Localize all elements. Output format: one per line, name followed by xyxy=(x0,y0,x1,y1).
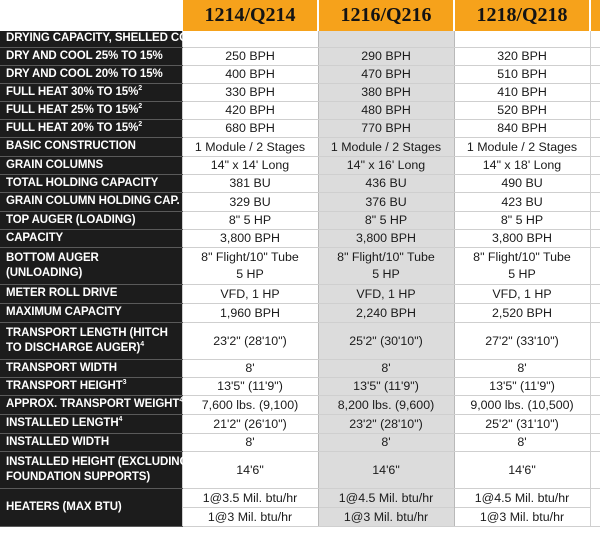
value-text: 21'2" (26'10") xyxy=(213,416,287,431)
value-text: 400 BPH xyxy=(225,67,275,81)
row-label-text: BASIC CONSTRUCTION xyxy=(6,140,136,152)
section-empty-cell xyxy=(318,31,454,47)
edge-cell xyxy=(590,284,600,303)
value-line-2: 5 HP xyxy=(236,266,264,281)
edge-cell xyxy=(590,303,600,322)
value-cell-1214 xyxy=(182,65,318,83)
edge-cell xyxy=(590,211,600,229)
spec-row xyxy=(0,377,600,395)
spec-row xyxy=(0,488,600,526)
row-label xyxy=(0,433,182,451)
value-text: 23'2" (28'10") xyxy=(213,333,287,348)
row-label xyxy=(0,414,182,433)
row-label xyxy=(0,83,182,101)
spec-row xyxy=(0,65,600,83)
row-label-text: MAXIMUM CAPACITY xyxy=(6,306,122,318)
value-cell-1216 xyxy=(318,433,454,451)
row-label-text: INSTALLED WIDTH xyxy=(6,435,110,448)
row-label xyxy=(0,211,182,229)
value-line-1: 8" Flight/10" Tube xyxy=(337,249,435,264)
value-cell-1216 xyxy=(318,488,454,526)
spec-row xyxy=(0,284,600,303)
spec-row xyxy=(0,433,600,451)
header-blank-cell xyxy=(0,0,182,31)
value-text: 1 Module / 2 Stages xyxy=(330,139,442,154)
value-cell-1216 xyxy=(318,284,454,303)
value-cell-1216 xyxy=(318,47,454,65)
value-text: 13'5" (11'9") xyxy=(217,379,283,393)
value-text: 8' xyxy=(517,361,527,375)
value-text: 250 BPH xyxy=(225,49,275,63)
row-label-text: INSTALLED HEIGHT (EXCLUDING xyxy=(6,455,189,468)
edge-cell xyxy=(590,395,600,414)
model-header-1216: 1216/Q216 xyxy=(318,0,454,31)
edge-cell xyxy=(590,156,600,174)
edge-cell xyxy=(590,229,600,247)
row-label-text: FULL HEAT 25% TO 15% xyxy=(6,103,139,116)
value-text: 436 BU xyxy=(365,176,407,190)
value-text: 3,800 BPH xyxy=(220,231,280,245)
row-label xyxy=(0,156,182,174)
spec-table-body xyxy=(0,31,600,526)
row-label xyxy=(0,174,182,192)
value-cell-1214 xyxy=(182,211,318,229)
edge-cell xyxy=(590,119,600,137)
row-label-text: INSTALLED LENGTH xyxy=(6,417,119,429)
spec-row xyxy=(0,101,600,119)
value-text: 14" x 16' Long xyxy=(346,158,426,172)
value-cell-1214 xyxy=(182,359,318,377)
value-text: 3,800 BPH xyxy=(492,231,552,245)
value-text: 13'5" (11'9") xyxy=(489,379,555,393)
row-label-footnote: 2 xyxy=(138,120,142,128)
value-text: 8" 5 HP xyxy=(228,213,272,227)
edge-cell xyxy=(590,174,600,192)
value-cell-1218 xyxy=(454,322,590,359)
value-cell-1216 xyxy=(318,377,454,395)
value-cell-1218 xyxy=(454,414,590,433)
row-label xyxy=(0,101,182,119)
value-text: 680 BPH xyxy=(225,121,275,135)
value-text: 290 BPH xyxy=(361,49,411,63)
value-text: 8" 5 HP xyxy=(364,213,408,227)
row-label-text: TRANSPORT HEIGHT xyxy=(6,379,123,392)
edge-cell xyxy=(590,192,600,211)
value-cell-1218 xyxy=(454,119,590,137)
value-text: 8' xyxy=(381,361,391,375)
value-text: 510 BPH xyxy=(497,67,547,81)
model-header-1214: 1214/Q214 xyxy=(182,0,318,31)
spec-row xyxy=(0,174,600,192)
value-text: 423 BU xyxy=(501,194,543,209)
value-text: 520 BPH xyxy=(497,103,547,117)
value-cell-1214 xyxy=(182,284,318,303)
spec-row xyxy=(0,451,600,488)
model-header-1218: 1218/Q218 xyxy=(454,0,590,31)
value-cell-1216 xyxy=(318,137,454,156)
value-text: 1 Module / 2 Stages xyxy=(466,139,578,154)
value-text: 3,800 BPH xyxy=(356,231,416,245)
edge-cell xyxy=(590,47,600,65)
value-cell-1218 xyxy=(454,156,590,174)
value-text: 13'5" (11'9") xyxy=(353,379,419,393)
value-line-1: 8" Flight/10" Tube xyxy=(473,249,571,264)
value-cell-1218 xyxy=(454,433,590,451)
value-cell-1216 xyxy=(318,65,454,83)
value-text: 23'2" (28'10") xyxy=(349,416,423,431)
edge-cell xyxy=(590,137,600,156)
value-line-2: 5 HP xyxy=(372,266,400,281)
edge-cell xyxy=(590,359,600,377)
edge-cell xyxy=(590,101,600,119)
edge-cell xyxy=(590,65,600,83)
value-line-2: 1@3 Mil. btu/hr xyxy=(479,509,565,524)
value-cell-1218 xyxy=(454,65,590,83)
value-cell-1214 xyxy=(182,433,318,451)
value-cell-1216 xyxy=(318,156,454,174)
value-text: 410 BPH xyxy=(497,85,547,99)
edge-cell xyxy=(590,31,600,47)
value-text: 9,000 lbs. (10,500) xyxy=(470,397,574,412)
value-text: 376 BU xyxy=(365,194,407,209)
value-cell-1218 xyxy=(454,192,590,211)
row-label-text: TOTAL HOLDING CAPACITY xyxy=(6,176,159,189)
value-cell-1214 xyxy=(182,488,318,526)
value-cell-1218 xyxy=(454,359,590,377)
value-text: 14'6" xyxy=(508,462,536,477)
row-label xyxy=(0,322,182,359)
spec-row xyxy=(0,156,600,174)
value-line-2: 5 HP xyxy=(508,266,536,281)
row-label xyxy=(0,192,182,211)
row-label-footnote: 4 xyxy=(118,416,123,424)
value-cell-1218 xyxy=(454,488,590,526)
value-cell-1216 xyxy=(318,119,454,137)
value-cell-1216 xyxy=(318,414,454,433)
value-cell-1216 xyxy=(318,83,454,101)
row-label-text: APPROX. TRANSPORT WEIGHT xyxy=(6,398,180,410)
spec-row xyxy=(0,414,600,433)
value-text: VFD, 1 HP xyxy=(356,286,416,301)
row-label-text-line2: (UNLOADING) xyxy=(6,266,83,279)
value-cell-1214 xyxy=(182,192,318,211)
value-text: 770 BPH xyxy=(361,121,411,135)
value-text: 8' xyxy=(381,435,391,449)
spec-row xyxy=(0,247,600,284)
value-text: 381 BU xyxy=(229,176,271,190)
spec-row xyxy=(0,137,600,156)
row-label-text-line2: TO DISCHARGE AUGER) xyxy=(6,341,141,354)
spec-row xyxy=(0,211,600,229)
row-label-footnote: 3 xyxy=(122,378,127,386)
value-text: 1 Module / 2 Stages xyxy=(194,139,306,154)
value-text: VFD, 1 HP xyxy=(220,286,280,301)
section-title-footnote: 1 xyxy=(204,31,209,39)
value-cell-1214 xyxy=(182,229,318,247)
value-line-2: 1@3 Mil. btu/hr xyxy=(207,509,293,524)
value-cell-1218 xyxy=(454,174,590,192)
row-label xyxy=(0,137,182,156)
value-text: 840 BPH xyxy=(497,121,547,135)
section-row-drying-capacity xyxy=(0,31,600,47)
row-label-text: CAPACITY xyxy=(6,231,64,244)
value-text: 25'2" (31'10") xyxy=(485,416,559,431)
row-label xyxy=(0,229,182,247)
row-label-text: FULL HEAT 20% TO 15% xyxy=(6,121,139,134)
value-cell-1214 xyxy=(182,414,318,433)
value-text: 8' xyxy=(517,435,527,449)
value-line-1: 1@4.5 Mil. btu/hr xyxy=(455,489,590,508)
value-cell-1214 xyxy=(182,119,318,137)
value-text: VFD, 1 HP xyxy=(492,286,552,301)
spec-row xyxy=(0,83,600,101)
row-label-footnote: 2 xyxy=(138,102,142,110)
value-text: 14'6" xyxy=(236,462,264,477)
row-label xyxy=(0,65,182,83)
value-cell-1214 xyxy=(182,137,318,156)
value-text: 420 BPH xyxy=(225,103,275,117)
row-label xyxy=(0,47,182,65)
value-text: 320 BPH xyxy=(497,49,547,63)
value-text: 25'2" (30'10") xyxy=(349,333,423,348)
row-label xyxy=(0,284,182,303)
value-cell-1214 xyxy=(182,247,318,284)
value-cell-1218 xyxy=(454,83,590,101)
value-text: 14" x 18' Long xyxy=(482,158,562,172)
value-cell-1216 xyxy=(318,101,454,119)
row-label xyxy=(0,247,182,284)
row-label-text: METER ROLL DRIVE xyxy=(6,287,118,299)
value-text: 330 BPH xyxy=(225,85,275,99)
header-edge-cell xyxy=(590,0,600,31)
value-cell-1216 xyxy=(318,229,454,247)
value-cell-1216 xyxy=(318,303,454,322)
value-text: 470 BPH xyxy=(361,67,411,81)
value-cell-1214 xyxy=(182,451,318,488)
value-cell-1214 xyxy=(182,156,318,174)
edge-cell xyxy=(590,433,600,451)
row-label-text: DRY AND COOL 20% TO 15% xyxy=(6,67,163,80)
value-line-1: 1@4.5 Mil. btu/hr xyxy=(319,489,454,508)
value-cell-1218 xyxy=(454,47,590,65)
edge-cell xyxy=(590,83,600,101)
spec-row xyxy=(0,192,600,211)
value-cell-1218 xyxy=(454,395,590,414)
row-label-text-line2: FOUNDATION SUPPORTS) xyxy=(6,470,151,483)
value-text: 8,200 lbs. (9,600) xyxy=(337,397,435,412)
section-title xyxy=(0,31,209,47)
row-label xyxy=(0,451,189,488)
edge-cell xyxy=(590,247,600,284)
section-empty-cell xyxy=(454,31,590,47)
value-cell-1218 xyxy=(454,211,590,229)
value-text: 2,240 BPH xyxy=(356,305,416,320)
value-text: 329 BU xyxy=(229,194,271,209)
row-label xyxy=(0,119,182,137)
value-text: 490 BU xyxy=(501,176,543,190)
row-label xyxy=(0,303,182,322)
spec-row xyxy=(0,359,600,377)
value-text: 7,600 lbs. (9,100) xyxy=(201,397,299,412)
row-label-text: TRANSPORT LENGTH (HITCH xyxy=(6,326,168,339)
row-label-text: GRAIN COLUMN HOLDING CAP. xyxy=(6,195,180,207)
value-text: 8' xyxy=(245,361,255,375)
row-label-text: HEATERS (MAX BTU) xyxy=(6,500,122,513)
value-cell-1216 xyxy=(318,322,454,359)
spec-row xyxy=(0,119,600,137)
value-cell-1216 xyxy=(318,451,454,488)
row-label-footnote: 4 xyxy=(140,340,144,348)
value-cell-1216 xyxy=(318,211,454,229)
spec-row xyxy=(0,322,600,359)
value-cell-1214 xyxy=(182,303,318,322)
value-line-1: 1@3.5 Mil. btu/hr xyxy=(183,489,318,508)
value-text: 380 BPH xyxy=(361,85,411,99)
row-label xyxy=(0,359,182,377)
value-cell-1218 xyxy=(454,284,590,303)
value-cell-1218 xyxy=(454,137,590,156)
row-label xyxy=(0,395,182,414)
value-cell-1218 xyxy=(454,229,590,247)
row-label-text: TOP AUGER (LOADING) xyxy=(6,213,136,226)
row-label-footnote: 4 xyxy=(179,397,184,405)
row-label xyxy=(0,377,182,395)
value-cell-1216 xyxy=(318,395,454,414)
value-cell-1214 xyxy=(182,47,318,65)
spec-row xyxy=(0,47,600,65)
value-cell-1216 xyxy=(318,247,454,284)
value-text: 480 BPH xyxy=(361,103,411,117)
row-label-footnote: 2 xyxy=(138,84,142,92)
value-cell-1214 xyxy=(182,101,318,119)
edge-cell xyxy=(590,488,600,526)
value-text: 8" 5 HP xyxy=(500,213,544,227)
value-cell-1214 xyxy=(182,322,318,359)
row-label-text: DRY AND COOL 25% TO 15% xyxy=(6,49,163,62)
value-cell-1216 xyxy=(318,174,454,192)
value-cell-1214 xyxy=(182,395,318,414)
edge-cell xyxy=(590,414,600,433)
edge-cell xyxy=(590,451,600,488)
row-label-text: FULL HEAT 30% TO 15% xyxy=(6,85,139,98)
edge-cell xyxy=(590,377,600,395)
value-line-2: 1@3 Mil. btu/hr xyxy=(343,509,429,524)
spec-row xyxy=(0,395,600,414)
value-cell-1218 xyxy=(454,451,590,488)
row-label-text: GRAIN COLUMNS xyxy=(6,158,104,171)
value-text: 1,960 BPH xyxy=(220,305,280,320)
section-title-text: DRYING CAPACITY, SHELLED CORN xyxy=(6,32,205,45)
value-cell-1218 xyxy=(454,247,590,284)
spec-row xyxy=(0,229,600,247)
value-text: 8' xyxy=(245,435,255,449)
edge-cell xyxy=(590,322,600,359)
model-header-row xyxy=(0,0,600,31)
row-label xyxy=(0,488,182,526)
spec-row xyxy=(0,303,600,322)
value-line-1: 8" Flight/10" Tube xyxy=(201,249,299,264)
value-cell-1216 xyxy=(318,359,454,377)
row-label-text: BOTTOM AUGER xyxy=(6,251,99,264)
value-cell-1218 xyxy=(454,303,590,322)
row-label-text: TRANSPORT WIDTH xyxy=(6,361,117,374)
value-cell-1214 xyxy=(182,83,318,101)
value-cell-1218 xyxy=(454,377,590,395)
value-text: 27'2" (33'10") xyxy=(485,333,559,348)
value-cell-1216 xyxy=(318,192,454,211)
value-cell-1214 xyxy=(182,377,318,395)
value-cell-1218 xyxy=(454,101,590,119)
value-text: 14'6" xyxy=(372,462,400,477)
value-cell-1214 xyxy=(182,174,318,192)
value-text: 14" x 14' Long xyxy=(210,158,290,172)
value-text: 2,520 BPH xyxy=(492,305,552,320)
